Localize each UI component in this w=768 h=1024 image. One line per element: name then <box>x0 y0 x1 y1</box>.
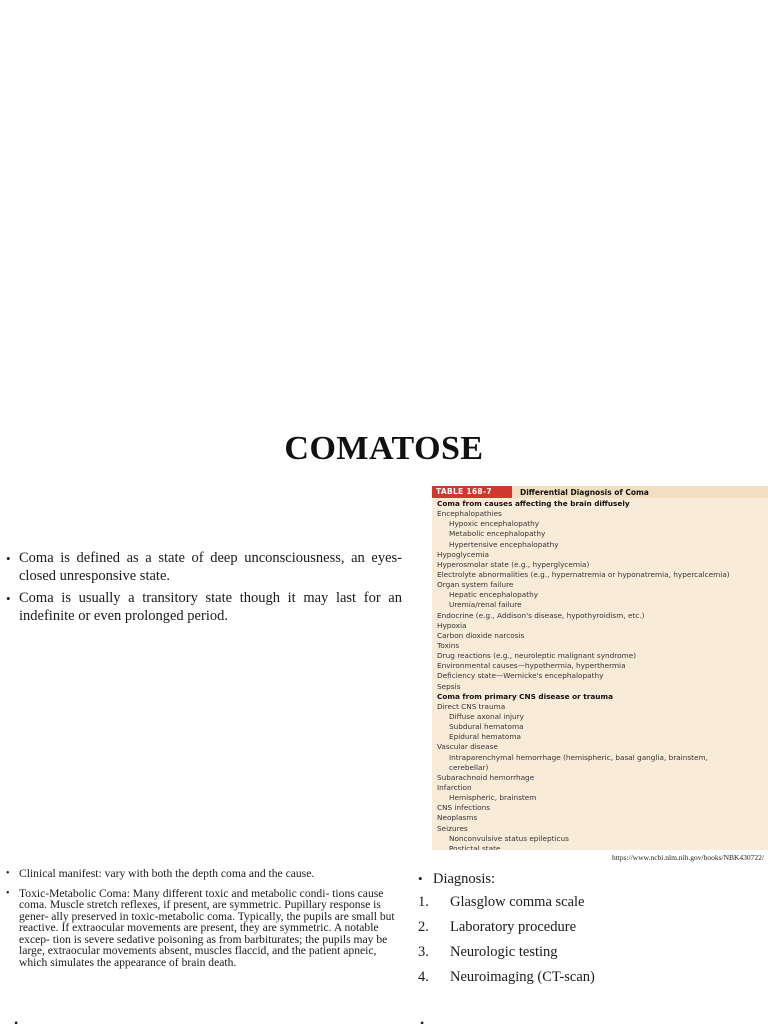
clinical-bullet: • Toxic-Metabolic Coma: Many different toxic and metabolic condi- tions cause coma. Muscle stretch reflexes, if present, are symmetric. Pupillary response is gener- ally preserved in toxic-metabolic coma. Typically, the pupils are small but reactive. If extraocular movements are present, they are symmetric. A notable excep- tion is severe sedative poisoning as from barbiturates; the pupils may be large, extraocular movements absent, muscles flaccid, and the patient apneic, which simulates the appearance of brain death. <box>6 888 402 969</box>
table-row: Sepsis <box>437 681 461 691</box>
table-row: Hepatic encephalopathy <box>449 590 539 600</box>
table-row: Hypertensive encephalopathy <box>449 539 559 549</box>
table-row: Hemispheric, brainstem <box>449 793 537 803</box>
table-row: Electrolyte abnormalities (e.g., hypernatremia or hyponatremia, hypercalcemia) <box>437 569 730 579</box>
table-header <box>432 486 768 498</box>
table-row: Encephalopathies <box>437 509 502 519</box>
table-row: Deficiency state—Wernicke's encephalopathy <box>437 671 604 681</box>
table-row: Coma from causes affecting the brain diffusely <box>437 499 630 508</box>
table-row: Uremia/renal failure <box>449 600 522 610</box>
intro-bullet: • Coma is defined as a state of deep unconsciousness, an eyes-closed unresponsive state. <box>6 550 402 585</box>
table-row: Coma from primary CNS disease or trauma <box>437 691 614 701</box>
table-row: Infarction <box>437 782 472 792</box>
table-row: Postictal state <box>449 843 501 850</box>
table-rows <box>432 498 768 850</box>
source-url: https://www.ncbi.nlm.nih.gov/books/NBK430722/ <box>611 853 764 862</box>
diagnosis-heading-row <box>418 868 758 890</box>
table-row: Direct CNS trauma <box>437 701 506 711</box>
diagnosis-item-text: Glasglow comma scale <box>450 894 585 910</box>
clipped-next-bullet: • <box>14 1016 19 1024</box>
clinical-bullet: • Clinical manifest: vary with both the depth coma and the cause. <box>6 868 402 880</box>
table-row: Drug reactions (e.g., neuroleptic malignant syndrome) <box>437 651 637 661</box>
table-row: Seizures <box>437 823 468 833</box>
table-row: Organ system failure <box>437 580 514 590</box>
table-row: Vascular disease <box>437 742 498 752</box>
diagnosis-item-text: Laboratory procedure <box>450 919 577 935</box>
table-row: Hyperosmolar state (e.g., hyperglycemia) <box>437 559 590 569</box>
diagnosis-heading: Diagnosis: <box>433 871 496 887</box>
intro-bullet-list <box>6 550 402 630</box>
diagnosis-item-number: 4. <box>418 969 429 985</box>
diagnosis-item-number: 3. <box>418 944 429 960</box>
table-caption: Differential Diagnosis of Coma <box>520 487 649 497</box>
table-row: Hypoglycemia <box>437 549 489 559</box>
diagnosis-item-number: 2. <box>418 919 429 935</box>
diagnosis-section <box>418 868 758 990</box>
table-row: cerebellar) <box>449 762 489 772</box>
table-row: Subdural hematoma <box>449 722 524 732</box>
diagnosis-item <box>418 965 758 990</box>
table-row: Neoplasms <box>437 813 478 823</box>
table-row: Hypoxic encephalopathy <box>449 519 540 529</box>
differential-diagnosis-table <box>432 486 768 850</box>
diagnosis-item <box>418 890 758 915</box>
diagnosis-item-number: 1. <box>418 894 429 910</box>
table-row: Endocrine (e.g., Addison's disease, hypothyroidism, etc.) <box>437 610 645 620</box>
intro-bullet: • Coma is usually a transitory state though it may last for an indefinite or even prolonged period. <box>6 590 402 625</box>
table-row: Subarachnoid hemorrhage <box>437 772 535 782</box>
table-row: Hypoxia <box>437 620 467 630</box>
diagnosis-item-text: Neuroimaging (CT-scan) <box>450 969 595 985</box>
table-row: CNS infections <box>437 803 491 813</box>
table-row: Nonconvulsive status epilepticus <box>449 833 569 843</box>
diagnosis-item <box>418 915 758 940</box>
clinical-bullet-list <box>6 868 402 976</box>
table-row: Environmental causes—hypothermia, hyperthermia <box>437 661 626 671</box>
clipped-next-bullet: • <box>420 1016 425 1024</box>
slide-title: COMATOSE <box>284 430 484 467</box>
table-row: Epidural hematoma <box>449 732 521 742</box>
table-row: Intraparenchymal hemorrhage (hemispheric, basal ganglia, brainstem, <box>449 752 708 762</box>
table-row: Toxins <box>437 640 460 650</box>
diagnosis-item <box>418 940 758 965</box>
table-number-tag: TABLE 168-7 <box>432 486 512 498</box>
bullet-icon: • <box>418 871 423 886</box>
table-row: Diffuse axonal injury <box>449 711 525 721</box>
diagnosis-item-text: Neurologic testing <box>450 944 558 960</box>
table-row: Carbon dioxide narcosis <box>437 630 525 640</box>
table-row: Metabolic encephalopathy <box>449 529 546 539</box>
